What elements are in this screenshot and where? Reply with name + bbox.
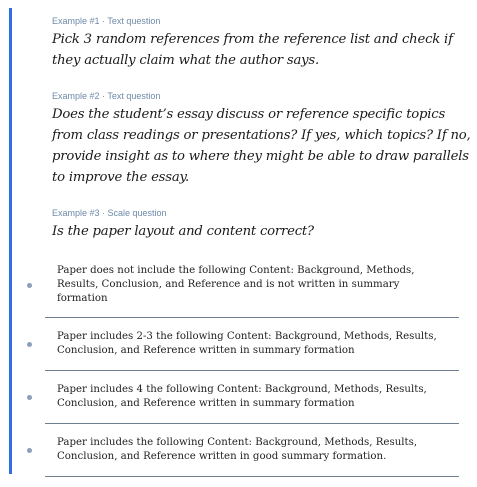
question-text: Is the paper layout and content correct? bbox=[52, 224, 314, 239]
scale-option-label: Paper does not include the following Content: Background, Methods, Results, Conclusion, and Reference and is not written in summary formation bbox=[57, 265, 415, 304]
question-text: Does the student’s essay discuss or reference specific topics from class readings or presentations? If yes, which topics? If no, provide insight as to where they might be able to draw parallels to improve the essay. bbox=[52, 107, 471, 185]
scale-option[interactable] bbox=[45, 318, 459, 371]
bullet-icon bbox=[27, 283, 32, 288]
example-3 bbox=[52, 208, 472, 242]
scale-option[interactable] bbox=[45, 371, 459, 424]
example-tag: Example #3 · Scale question bbox=[52, 208, 167, 218]
bullet-icon bbox=[27, 448, 32, 453]
scale-option[interactable] bbox=[45, 253, 459, 318]
scale-options-list bbox=[0, 253, 477, 477]
example-1 bbox=[52, 16, 472, 71]
example-tag: Example #2 · Text question bbox=[52, 91, 161, 101]
bullet-icon bbox=[27, 395, 32, 400]
question-text: Pick 3 random references from the reference list and check if they actually claim what the author says. bbox=[52, 32, 453, 68]
scale-option-label: Paper includes 2-3 the following Content: Background, Methods, Results, Conclusion, and Reference written in summary formation bbox=[57, 331, 437, 356]
examples-container bbox=[52, 16, 472, 262]
scale-option-label: Paper includes 4 the following Content: Background, Methods, Results, Conclusion, and Reference written in summary formation bbox=[57, 384, 427, 409]
scale-option[interactable] bbox=[45, 424, 459, 477]
example-2 bbox=[52, 91, 472, 188]
bullet-icon bbox=[27, 342, 32, 347]
example-tag: Example #1 · Text question bbox=[52, 16, 161, 26]
scale-option-label: Paper includes the following Content: Background, Methods, Results, Conclusion, and Reference written in good summary formation. bbox=[57, 437, 418, 462]
